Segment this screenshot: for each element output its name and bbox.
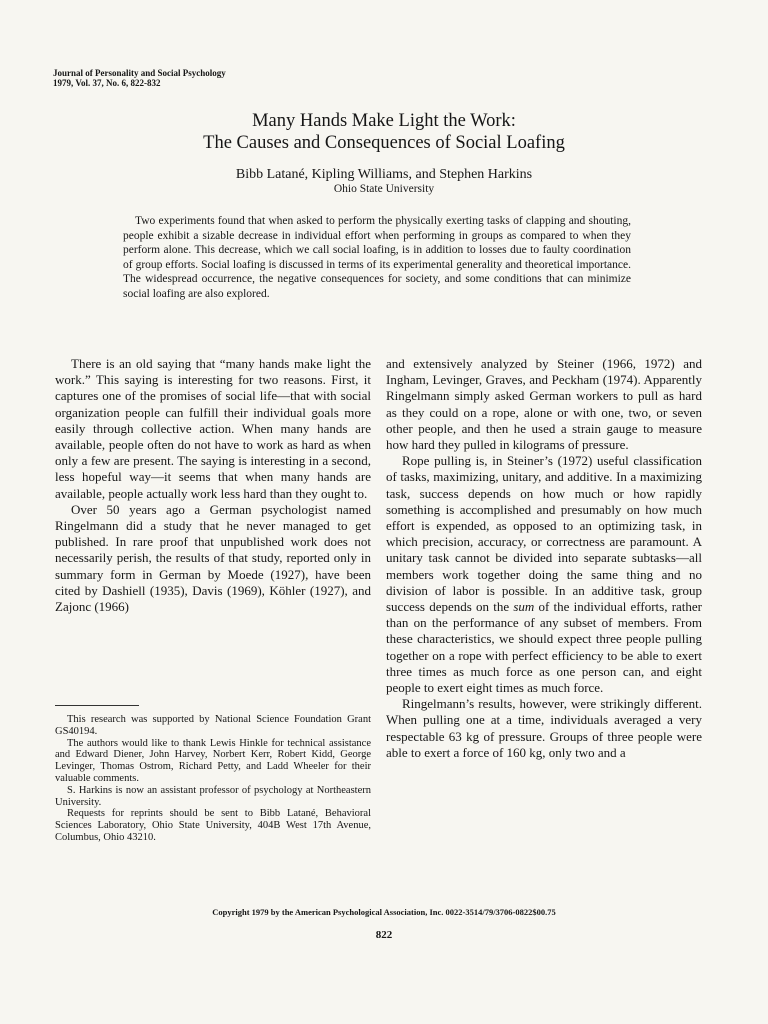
journal-name: Journal of Personality and Social Psychology <box>53 68 226 78</box>
title-line-2: The Causes and Consequences of Social Loafing <box>203 133 565 153</box>
footnote: This research was supported by National Science Foundation Grant GS40194. <box>55 714 371 737</box>
copyright-notice: Copyright 1979 by the American Psychological Association, Inc. 0022-3514/79/3706-0822$00.75 <box>212 907 556 917</box>
body-paragraph: Over 50 years ago a German psychologist named Ringelmann did a study that he never managed to get published. In rare proof that unpublished work does not necessarily perish, the results of that study, reported only in summary form in German by Moede (1927), have been cited by Dashiell (1935), Davis (1969), Köhler (1927), and Zajonc (1966) <box>55 501 371 615</box>
body-paragraph <box>386 453 702 696</box>
text-run: of the individual efforts, rather than on the performance of any subset of members. From these characteristics, we should expect three people pulling together on a rope with perfect efficiency to be able to exert three times as much force as one person can, and eight people to exert eight times as much force. <box>386 599 702 696</box>
article-title <box>0 110 768 154</box>
journal-volume: 1979, Vol. 37, No. 6, 822-832 <box>53 78 161 88</box>
footnote: S. Harkins is now an assistant professor of psychology at Northeastern University. <box>55 784 371 808</box>
left-column <box>55 356 371 615</box>
title-line-1: Many Hands Make Light the Work: <box>252 111 516 131</box>
page-number: 822 <box>375 929 393 941</box>
affiliation: Ohio State University <box>333 183 435 195</box>
body-paragraph: Ringelmann’s results, however, were strikingly different. When pulling one at a time, individuals averaged a very respectable 63 kg of pressure. Groups of three people were able to exert a force of 160 kg, only two and a <box>386 696 702 760</box>
footnote: Requests for reprints should be sent to Bibb Latané, Behavioral Sciences Laboratory, Ohio State University, 404B West 17th Avenue, Columbus, Ohio 43210. <box>55 808 371 843</box>
body-paragraph-continuation: and extensively analyzed by Steiner (1966, 1972) and Ingham, Levinger, Graves, and Peckham (1974). Apparently Ringelmann simply asked German workers to pull as hard as they could on a rope, alone or with one, two, or seven other people, and then he used a strain gauge to measure how hard they pulled in kilograms of pressure. <box>386 356 702 453</box>
text-run: Rope pulling is, in Steiner’s (1972) useful classification of tasks, maximizing, unitary, and additive. In a maximizing task, success depends on how much or how rapidly something is accomplished and presumably on how much effort is expended, as opposed to an optimizing task, in which precision, accuracy, or correctness are paramount. A unitary task cannot be divided into separate subtasks—all members work together doing the same thing and no division of labor is possible. In an additive task, group success depends on the <box>386 453 702 615</box>
journal-header <box>53 68 226 88</box>
emphasized-word: sum <box>513 599 535 615</box>
footnote-divider <box>55 705 139 706</box>
authors: Bibb Latané, Kipling Williams, and Stephen Harkins <box>235 167 533 182</box>
body-paragraph: There is an old saying that “many hands make light the work.” This saying is interesting for two reasons. First, it captures one of the promises of social life—that with social organization people can fulfill their individual goals more easily through collective action. When many hands are available, people often do not have to work as hard as when only a few are present. The saying is interesting in a second, less hopeful way—it seems that when many hands are available, people actually work less hard than they ought to. <box>55 356 371 501</box>
footnotes <box>55 714 371 844</box>
right-column <box>386 356 702 761</box>
abstract: Two experiments found that when asked to perform the physically exerting tasks of clapping and shouting, people exhibit a sizable decrease in individual effort when performing in groups as compared to when they perform alone. This decrease, which we call social loafing, is in addition to losses due to faulty coordination of group efforts. Social loafing is discussed in terms of its experimental generality and theoretical importance. The widespread occurrence, the negative consequences for society, and some conditions that can minimize social loafing are also explored. <box>123 215 631 300</box>
footnote: The authors would like to thank Lewis Hinkle for technical assistance and Edward Diener, John Harvey, Norbert Kerr, Robert Kidd, George Levinger, Thomas Ostrom, Richard Petty, and Ladd Wheeler for their valuable comments. <box>55 737 371 784</box>
